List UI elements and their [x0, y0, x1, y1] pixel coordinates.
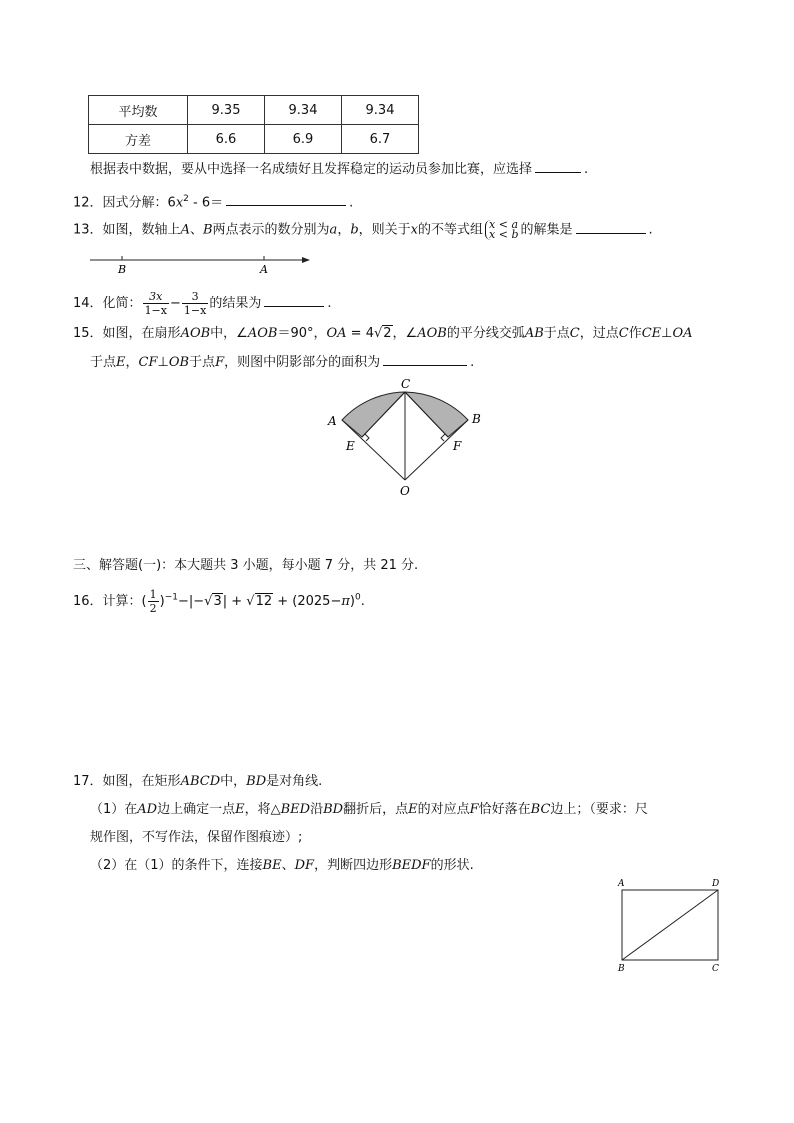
denominator: 1−x: [144, 304, 167, 317]
text: （2）在（1）的条件下，连接: [90, 858, 263, 873]
text: 于点: [189, 355, 216, 370]
table-cell: 6.7: [342, 125, 419, 154]
right-angle-mark-e: [365, 434, 369, 441]
table-cell: 平均数: [89, 96, 188, 125]
table-cell: 6.9: [265, 125, 342, 154]
text: .: [360, 594, 365, 609]
question-number: 16．: [73, 594, 103, 609]
inequality-system: [485, 220, 518, 240]
text: 于点: [543, 326, 570, 341]
var: E: [116, 355, 126, 370]
var: F: [469, 802, 479, 817]
question-number: 17．: [73, 774, 103, 789]
text: 、: [189, 222, 203, 238]
text: 的形状.: [430, 858, 474, 873]
question-number: 15．: [73, 326, 103, 341]
text: 两点表示的数分别为: [212, 222, 330, 238]
text: 三、解答题(一)：本大题共 3 小题，每小题 7 分，共 21 分.: [73, 558, 419, 573]
var: E: [235, 802, 245, 817]
text: 中，∠: [210, 326, 248, 341]
var: x: [175, 195, 184, 211]
denominator: 1−x: [183, 304, 207, 317]
label-o: O: [400, 484, 410, 498]
question-15-line-1: [73, 325, 693, 343]
numerator: 1: [149, 588, 157, 601]
text: ⊥: [661, 326, 673, 341]
var: BD: [323, 802, 344, 817]
text: ，: [125, 355, 139, 370]
radicand: 2: [383, 326, 392, 341]
text: ，判断四边形: [314, 858, 393, 873]
question-12: [73, 190, 353, 212]
text: ，: [337, 222, 351, 238]
text: .: [648, 222, 653, 238]
fraction: [148, 588, 159, 615]
text: ，则关于: [358, 222, 411, 238]
label-e: E: [346, 439, 355, 453]
var: C: [618, 326, 629, 341]
table-cell: 9.34: [265, 96, 342, 125]
var: BE: [262, 858, 282, 873]
text: | +: [222, 594, 247, 609]
text: ): [159, 594, 165, 609]
var: AOB: [417, 326, 447, 341]
fraction: [143, 290, 169, 317]
sqrt-symbol: √: [204, 594, 213, 609]
exponent: 2: [183, 194, 189, 204]
numerator: 3: [182, 290, 208, 304]
text: 恰好落在: [478, 802, 531, 817]
var: BEDF: [392, 858, 431, 873]
var: b: [350, 222, 359, 238]
text: ，将△: [244, 802, 281, 817]
text: 翻折后，点: [343, 802, 409, 817]
var: OA: [326, 326, 347, 341]
text: ，∠: [392, 326, 418, 341]
text: ⊥: [157, 355, 169, 370]
var: CF: [138, 355, 158, 370]
sector-figure: [320, 375, 490, 500]
answer-blank: [383, 353, 467, 366]
answer-blank: [226, 193, 346, 206]
text: 沿: [310, 802, 324, 817]
var: AOB: [180, 326, 211, 341]
question-13: [73, 220, 653, 240]
label-a: A: [618, 879, 625, 889]
shaded-region-left: [342, 392, 405, 437]
question-number: 12．: [73, 195, 103, 211]
text: 如图，在矩形: [102, 774, 181, 789]
shaded-region-right: [405, 392, 468, 437]
var: C: [569, 326, 580, 341]
exponent: 0: [354, 592, 361, 603]
rectangle-figure: [612, 876, 727, 974]
inequality: x < a: [489, 218, 519, 231]
question-number: 14．: [73, 296, 103, 311]
answer-blank: [576, 221, 646, 234]
var: B: [202, 222, 213, 238]
sqrt-symbol: √: [246, 594, 255, 609]
var: DF: [294, 858, 315, 873]
text: - 6＝: [188, 195, 224, 211]
var: CE: [641, 326, 662, 341]
sqrt-symbol: √: [373, 326, 383, 341]
numerator: 3x: [143, 290, 169, 304]
data-table: [88, 95, 419, 154]
label-b: B: [118, 263, 127, 276]
text: 作: [628, 326, 642, 341]
label-a: A: [260, 263, 268, 276]
operator: −: [169, 296, 181, 311]
inequality: x < b: [489, 228, 519, 241]
question-16: [73, 588, 365, 615]
label-d: D: [712, 879, 720, 889]
exponent: −1: [164, 592, 178, 603]
text: 计算：(: [102, 594, 147, 609]
var: E: [408, 802, 418, 817]
question-14: [73, 290, 331, 317]
arrow-head-icon: [302, 257, 310, 263]
text: 中，: [220, 774, 247, 789]
text: .: [327, 296, 332, 311]
var: F: [215, 355, 225, 370]
text: ，过点: [579, 326, 619, 341]
text: = 4: [346, 326, 374, 341]
text: .: [349, 195, 354, 211]
text: 的结果为: [209, 296, 262, 311]
text: .: [470, 355, 475, 370]
var: AD: [137, 802, 158, 817]
var: x: [410, 222, 419, 238]
answer-blank: [535, 160, 581, 173]
label-c: C: [401, 377, 411, 391]
table-cell: 6.6: [188, 125, 265, 154]
var: OB: [168, 355, 190, 370]
question-17-part-1-cont: [90, 829, 302, 847]
text: .: [584, 162, 589, 177]
text: 的对应点: [417, 802, 470, 817]
text: 边上；（要求：尺: [550, 802, 648, 817]
text: 规作图，不写作法，保留作图痕迹）;: [90, 830, 303, 845]
label-b: B: [472, 412, 481, 426]
diagonal-bd: [622, 890, 718, 960]
label-a: A: [328, 414, 337, 428]
label-f: F: [453, 439, 462, 453]
var: AB: [524, 326, 544, 341]
text: 的解集是: [520, 222, 573, 238]
var: BD: [246, 774, 267, 789]
table-row: [89, 125, 419, 154]
radicand: 3: [213, 594, 222, 609]
text: 的平分线交弧: [446, 326, 525, 341]
question-17-part-2: [90, 857, 474, 875]
text: ): [349, 594, 355, 609]
question-15-line-2: [90, 353, 474, 372]
text: （1）在: [90, 802, 138, 817]
question-11-text: [90, 160, 588, 179]
text: 如图，数轴上: [102, 222, 181, 238]
text: 因式分解：6: [102, 195, 176, 211]
question-17-part-1: [90, 801, 648, 819]
answer-blank: [264, 294, 324, 307]
question-number: 13．: [73, 222, 103, 238]
text: + (2025−: [273, 594, 342, 609]
denominator: 2: [149, 602, 157, 615]
table-cell: 方差: [89, 125, 188, 154]
text: 边上确定一点: [157, 802, 236, 817]
label-b: B: [618, 964, 625, 974]
text: 根据表中数据，要从中选择一名成绩好且发挥稳定的运动员参加比赛，应选择: [90, 162, 533, 177]
var: ABCD: [180, 774, 221, 789]
text: ，则图中阴影部分的面积为: [224, 355, 381, 370]
text: 化简：: [102, 296, 142, 311]
var: a: [329, 222, 338, 238]
var: BC: [530, 802, 551, 817]
var: AOB: [247, 326, 278, 341]
table-cell: 9.34: [342, 96, 419, 125]
number-line: [88, 252, 312, 276]
text: ＝90°，: [277, 326, 327, 341]
label-c: C: [712, 964, 719, 974]
var: BED: [280, 802, 311, 817]
var: π: [341, 594, 350, 609]
right-angle-mark-f: [441, 434, 445, 441]
text: −|−: [177, 594, 205, 609]
radicand: 12: [255, 594, 273, 609]
text: 于点: [90, 355, 117, 370]
text: 是对角线.: [266, 774, 323, 789]
var: A: [180, 222, 190, 238]
table-cell: 9.35: [188, 96, 265, 125]
var: OA: [672, 326, 693, 341]
text: 、: [281, 858, 295, 873]
fraction: [182, 290, 208, 317]
table-row: [89, 96, 419, 125]
question-17: [73, 773, 322, 791]
text: 如图，在扇形: [102, 326, 181, 341]
section-3-heading: [73, 557, 418, 575]
text: 的不等式组: [418, 222, 484, 238]
